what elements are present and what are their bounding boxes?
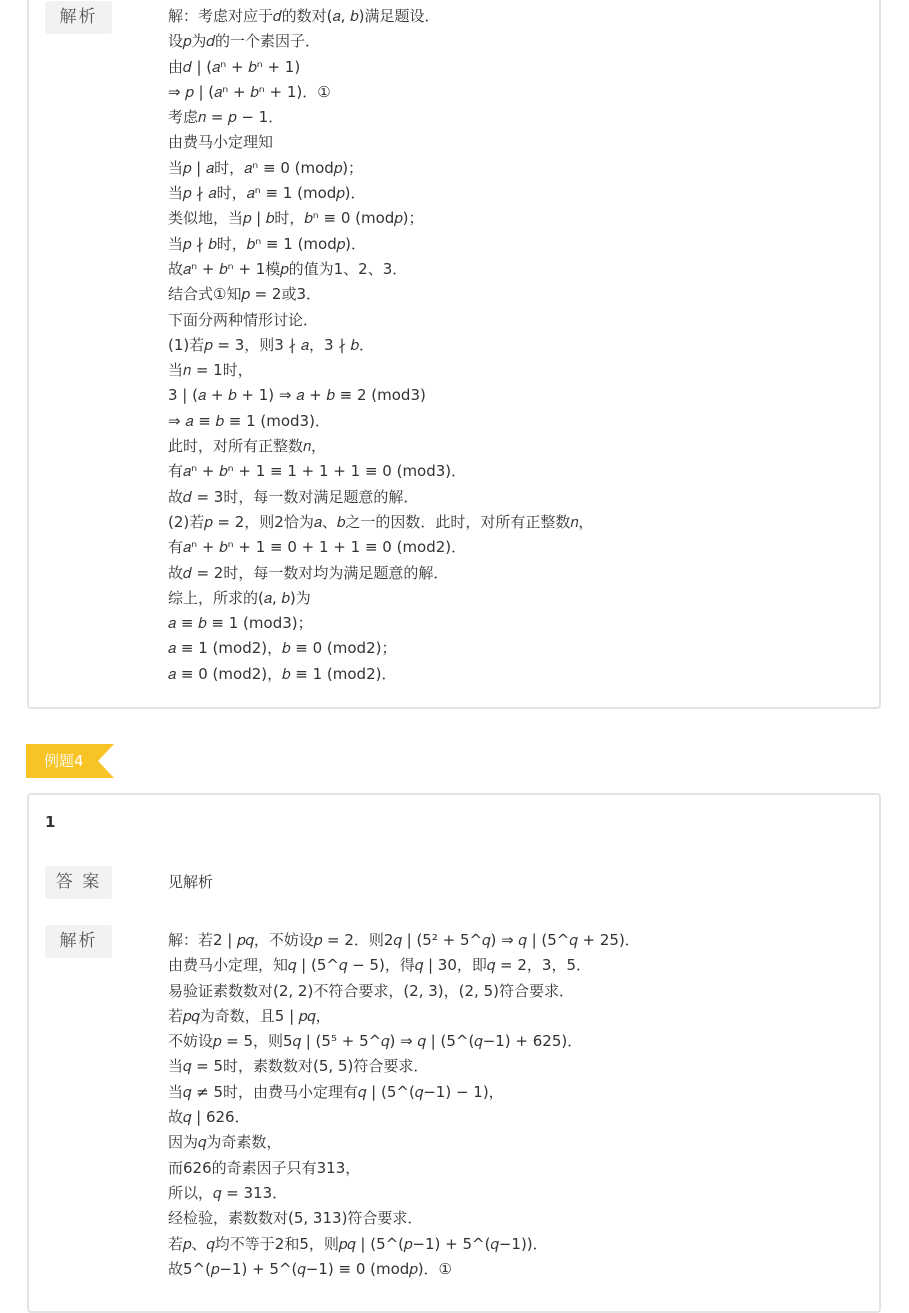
solution-line: 而626的奇素因子只有313， <box>168 1158 361 1177</box>
solution-line: 不妨设𝑝 = 5，则5𝑞 | (5⁵ + 5^𝑞) ⇒ 𝑞 | (5^(𝑞−1) + 625)． <box>168 1032 583 1051</box>
solution-line: ⇒ 𝑎 ≡ 𝑏 ≡ 1 (mod3)． <box>168 411 330 430</box>
question-number: 1 <box>45 813 56 831</box>
solution-line: 故𝑑 = 2时，每一数对均为满足题意的解． <box>168 563 449 582</box>
solution-line: 由𝑑 | (𝑎ⁿ + 𝑏ⁿ + 1) <box>168 57 301 76</box>
analysis-label: 解析 <box>45 925 112 958</box>
solution-line: (2)若𝑝 = 2，则2恰为𝑎、𝑏之一的因数．此时，对所有正整数𝑛， <box>168 512 594 531</box>
solution-line: 经检验，素数数对(5, 313)符合要求． <box>168 1209 423 1228</box>
analysis-content <box>168 4 593 687</box>
solution-line: 所以，𝑞 = 313． <box>168 1183 288 1202</box>
solution-line: 当𝑝 ∤ 𝑎时，𝑎ⁿ ≡ 1 (mod𝑝)． <box>168 184 366 203</box>
solution-line: 故5^(𝑝−1) + 5^(𝑞−1) ≡ 0 (mod𝑝)．① <box>168 1259 452 1278</box>
solution-line: 故𝑑 = 3时，每一数对满足题意的解． <box>168 487 419 506</box>
solution-line: 由费马小定理知 <box>168 133 274 152</box>
solution-line: 有𝑎ⁿ + 𝑏ⁿ + 1 ≡ 0 + 1 + 1 ≡ 0 (mod2)． <box>168 538 467 557</box>
solution-line: 当𝑞 ≠ 5时，由费马小定理有𝑞 | (5^(𝑞−1) − 1)， <box>168 1082 504 1101</box>
example-tag-label: 例题4 <box>44 752 84 770</box>
solution-line: 类似地，当𝑝 | 𝑏时，𝑏ⁿ ≡ 0 (mod𝑝)； <box>168 209 424 228</box>
solution-line: 因为𝑞为奇素数， <box>168 1133 282 1152</box>
solution-line: 设𝑝为𝑑的一个素因子． <box>168 32 321 51</box>
solution-line: (1)若𝑝 = 3，则3 ∤ 𝑎，3 ∤ 𝑏． <box>168 335 374 354</box>
solution-line: 此时，对所有正整数𝑛， <box>168 437 327 456</box>
solution-line: 𝑎 ≡ 1 (mod2)，𝑏 ≡ 0 (mod2)； <box>168 639 397 658</box>
answer-label: 答 案 <box>45 866 112 899</box>
solution-line: 综上，所求的(𝑎, 𝑏)为 <box>168 588 311 607</box>
solution-line: 解：考虑对应于𝑑的数对(𝑎, 𝑏)满足题设． <box>168 7 440 25</box>
solution-line: 当𝑞 = 5时，素数数对(5, 5)符合要求． <box>168 1057 429 1076</box>
solution-line: 若𝑝、𝑞均不等于2和5，则𝑝𝑞 | (5^(𝑝−1) + 5^(𝑞−1))． <box>168 1234 548 1253</box>
example-tag <box>26 744 114 778</box>
solution-line: 3 | (𝑎 + 𝑏 + 1) ⇒ 𝑎 + 𝑏 ≡ 2 (mod3) <box>168 386 426 405</box>
solution-line: 𝑎 ≡ 𝑏 ≡ 1 (mod3)； <box>168 614 313 633</box>
solution-line: 考虑𝑛 = 𝑝 − 1． <box>168 108 284 127</box>
analysis-label: 解析 <box>45 1 112 34</box>
solution-line: 𝑎 ≡ 0 (mod2)，𝑏 ≡ 1 (mod2)． <box>168 664 397 683</box>
solution-line: 当𝑝 | 𝑎时，𝑎ⁿ ≡ 0 (mod𝑝)； <box>168 158 364 177</box>
solution-line: 易验证素数数对(2, 2)不符合要求，(2, 3)，(2, 5)符合要求． <box>168 981 574 1000</box>
solution-line: 有𝑎ⁿ + 𝑏ⁿ + 1 ≡ 1 + 1 + 1 ≡ 0 (mod3)． <box>168 462 467 481</box>
solution-line: 当𝑝 ∤ 𝑏时，𝑏ⁿ ≡ 1 (mod𝑝)． <box>168 234 366 253</box>
solution-line: 由费马小定理，知𝑞 | (5^𝑞 − 5)，得𝑞 | 30，即𝑞 = 2，3，5． <box>168 956 592 975</box>
analysis-content <box>168 928 640 1282</box>
solution-line: 当𝑛 = 1时， <box>168 361 253 380</box>
solution-line: 解：若2 | 𝑝𝑞，不妨设𝑝 = 2．则2𝑞 | (5² + 5^𝑞) ⇒ 𝑞 | (5^𝑞 + 25)． <box>168 931 640 949</box>
solution-line: 故𝑞 | 626． <box>168 1108 250 1127</box>
answer-text: 见解析 <box>168 873 214 891</box>
solution-line: 结合式①知𝑝 = 2或3． <box>168 285 322 304</box>
solution-line: 若𝑝𝑞为奇数，且5 | 𝑝𝑞， <box>168 1006 331 1025</box>
solution-line: ⇒ 𝑝 | (𝑎ⁿ + 𝑏ⁿ + 1)．① <box>168 82 331 101</box>
solution-line: 下面分两种情形讨论． <box>168 310 319 329</box>
solution-line: 故𝑎ⁿ + 𝑏ⁿ + 1模𝑝的值为1、2、3． <box>168 259 408 278</box>
